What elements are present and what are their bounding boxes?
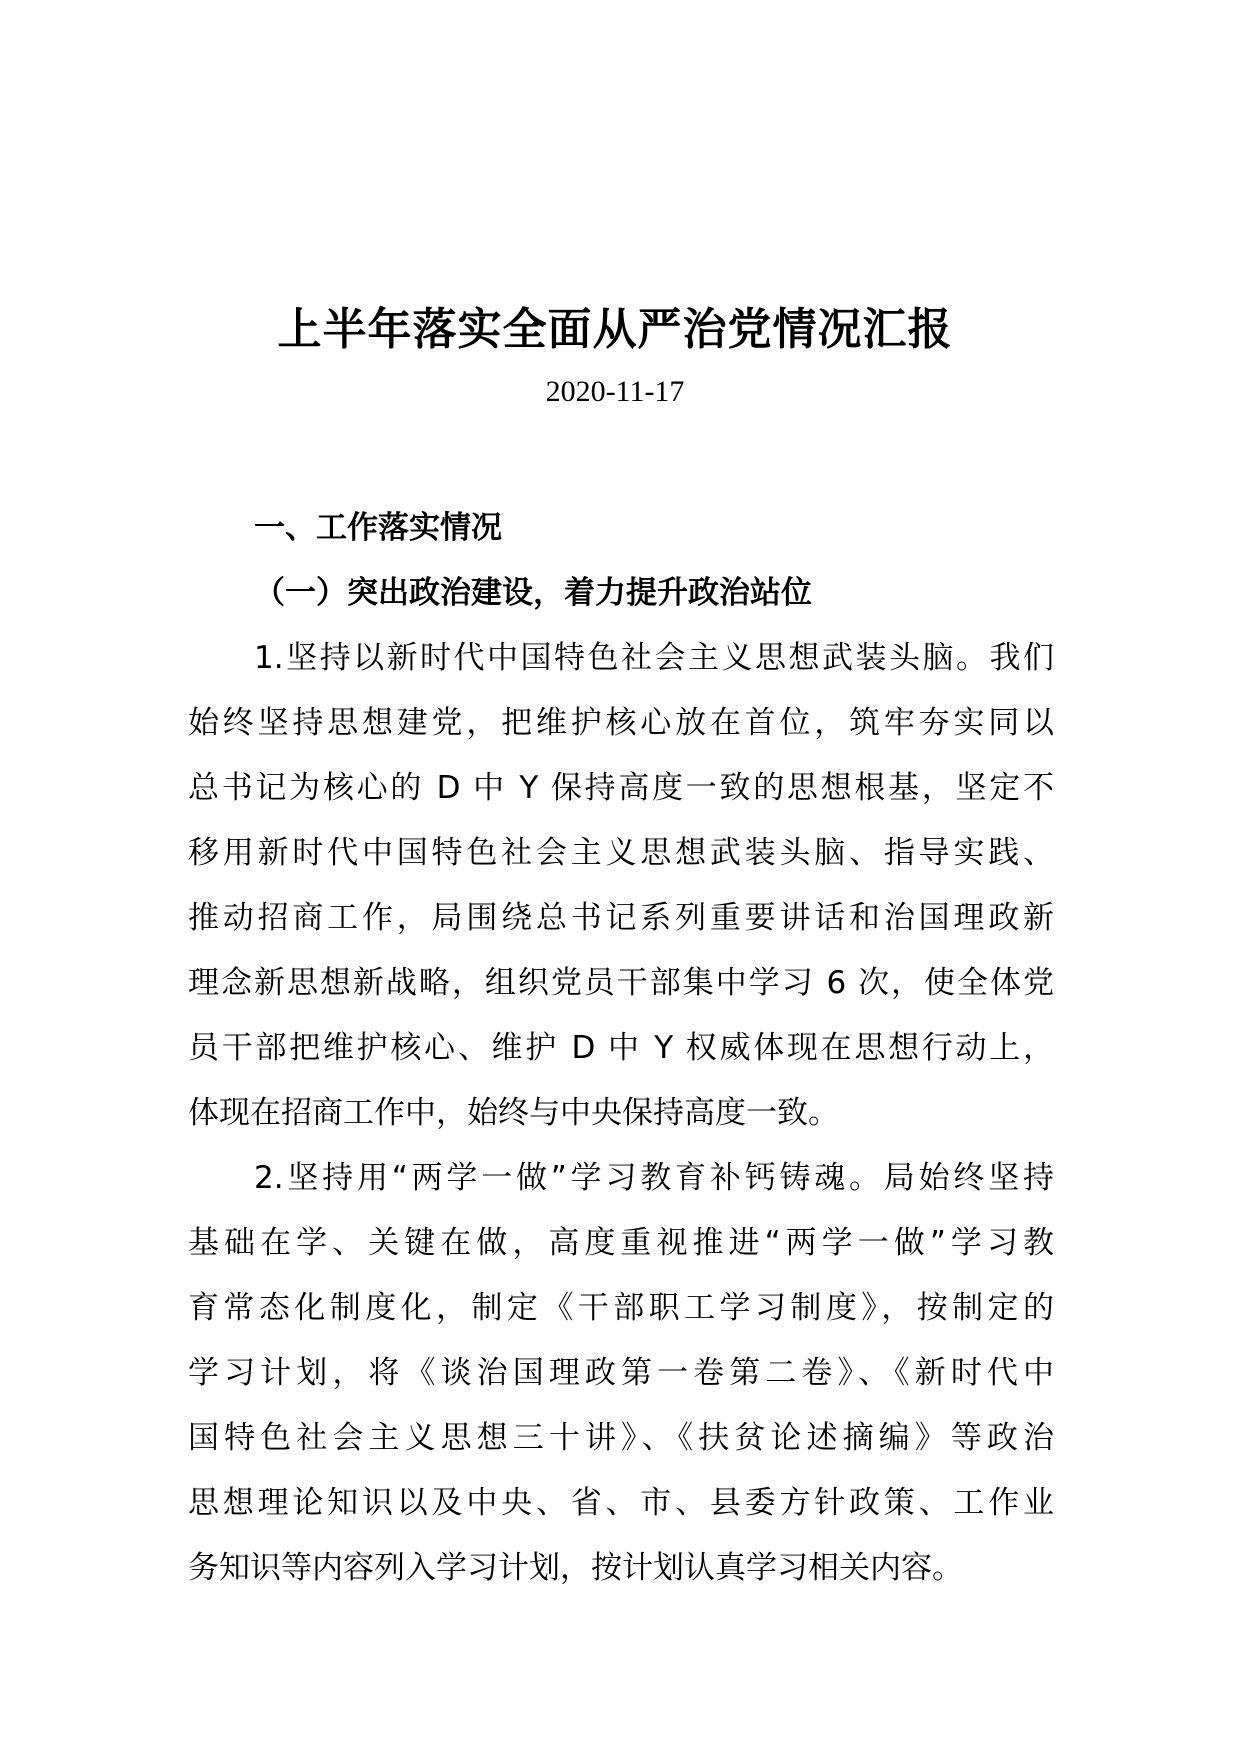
- paragraph-line: 学习计划，将《谈治国理政第一卷第二卷》、《新时代中: [188, 1355, 1054, 1391]
- paragraph-line: 1.坚持以新时代中国特色社会主义思想武装头脑。我们: [254, 640, 1054, 676]
- paragraph-line: 基础在学、关键在做，高度重视推进“两学一做”学习教: [188, 1225, 1054, 1261]
- paragraph-line: 移用新时代中国特色社会主义思想武装头脑、指导实践、: [188, 835, 1054, 871]
- paragraph-line: 员干部把维护核心、维护 D 中 Y 权威体现在思想行动上，: [188, 1030, 1054, 1066]
- paragraph-line: 国特色社会主义思想三十讲》、《扶贫论述摘编》等政治: [188, 1420, 1054, 1456]
- subsection-heading: （一）突出政治建设，着力提升政治站位: [254, 575, 812, 611]
- document-body: [188, 496, 1054, 1601]
- paragraph-line: 育常态化制度化，制定《干部职工学习制度》，按制定的: [188, 1290, 1054, 1326]
- paragraph-1: [188, 626, 1054, 1146]
- paragraph-line: 始终坚持思想建党，把维护核心放在首位，筑牢夯实同以: [188, 705, 1054, 741]
- document-title: 上半年落实全面从严治党情况汇报: [277, 304, 953, 355]
- paragraph-line: 总书记为核心的 D 中 Y 保持高度一致的思想根基，坚定不: [188, 770, 1054, 806]
- paragraph-line: 2.坚持用“两学一做”学习教育补钙铸魂。局始终坚持: [254, 1160, 1054, 1196]
- paragraph-line: 推动招商工作，局围绕总书记系列重要讲话和治国理政新: [188, 900, 1054, 936]
- paragraph-line: 务知识等内容列入学习计划，按计划认真学习相关内容。: [188, 1550, 963, 1586]
- paragraph-line: 思想理论知识以及中央、省、市、县委方针政策、工作业: [188, 1485, 1054, 1521]
- paragraph-line: 体现在招商工作中，始终与中央保持高度一致。: [188, 1095, 839, 1131]
- section-heading: 一、工作落实情况: [254, 510, 502, 546]
- document-date: 2020-11-17: [545, 375, 685, 408]
- paragraph-line: 理念新思想新战略，组织党员干部集中学习 6 次，使全体党: [188, 965, 1054, 1001]
- paragraph-2: [188, 1146, 1054, 1601]
